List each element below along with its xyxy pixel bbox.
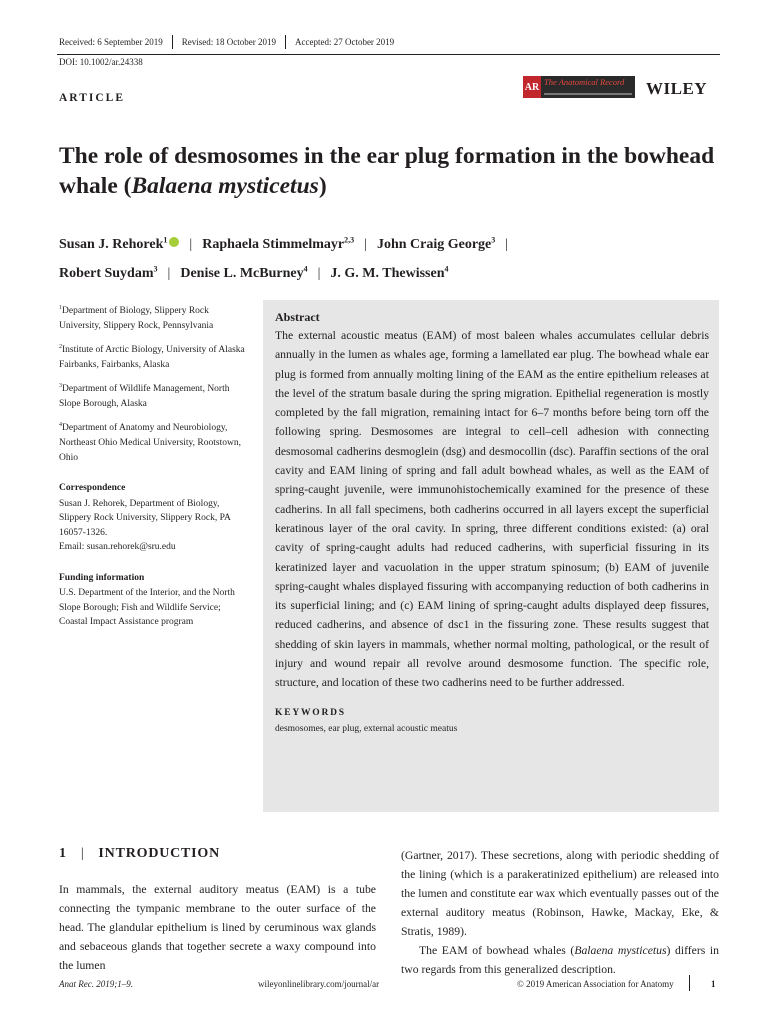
- abstract-box: [263, 300, 719, 812]
- section-heading: 1 | INTRODUCTION: [59, 846, 221, 861]
- divider: [689, 975, 690, 991]
- copyright: © 2019 American Association for Anatomy: [517, 979, 674, 989]
- received-date: Received: 6 September 2019: [59, 37, 163, 47]
- article-info-column: [59, 301, 249, 630]
- article-type: ARTICLE: [59, 92, 125, 104]
- divider: [285, 35, 286, 49]
- body-column-right: [401, 846, 719, 979]
- orcid-icon[interactable]: [169, 237, 179, 247]
- paragraph: In mammals, the external auditory meatus (EAM) is a tube connecting the tympanic membrane to the outer surface of the head. The glandular epithelium is lined by ceruminous wax glands and sebaceous glands that together secrete a waxy compound into the lumen: [59, 883, 376, 972]
- citation: Anat Rec. 2019;1–9.: [59, 979, 133, 989]
- journal-name: The Anatomical Record: [544, 77, 625, 87]
- author[interactable]: Robert Suydam$^3$: [59, 264, 158, 282]
- page-number: 1: [711, 979, 716, 989]
- author[interactable]: Raphaela Stimmelmayr$^{2,3}$: [202, 235, 355, 252]
- keywords-heading: KEYWORDS: [275, 707, 346, 718]
- divider: [172, 35, 173, 49]
- abstract-heading: Abstract: [275, 310, 320, 324]
- doi[interactable]: DOI: 10.1002/ar.24338: [59, 57, 143, 67]
- abstract-body: The external acoustic meatus (EAM) of most baleen whales accumulates cellular debris annually in the lumen as whales age, forming a lamellated ear plug. The bowhead whale ear plug is formed from annually molting lining of the EAM as the entire epithelium releases at the level of the stratum basale during the spring migration. Epithelial regeneration is mostly completed by the fall migration, remaining intact for 6–7 months before being torn off the following spring. Desmosomes are integral to cell–cell adhesion with connecting desmosomal cadherins desmoglein (dsg) and desmocollin (dsc). Paraffin sections of the oral cavity and EAM lining of spring and fall adult bowhead whales, as well as the EAM of spring-caught juvenile, were immunohistochemically examined for the presence of these cadherins. In all fall specimens, both cadherins occurred in all layers except the superficial keratinous layer of the oral cavity. In spring, three different conditions existed: (a) oral cavity of spring-caught adults had reduced cadherins, with superficial fissuring in its keratinized layer and vacuolation in the upper stratum spinosum; (b) EAM of juvenile spring-caught whales displayed fissuring with accompanying reduction of both cadherins in its superficial lining; and (c) EAM lining of spring-caught adults displayed deep fissures, reduced cadherins, and absence of dsc1 in the fissuring zone. These results suggest that shedding of skin layers in mammals, whether normal molting, pathological, or the result of injury and wound repair all revolve around desmosome function. The specific role, structure, and location of these two cadherins need to be further addressed.: [275, 329, 709, 690]
- affiliation: $^1$Department of Biology, Slippery Rock University, Slippery Rock, Pennsylvania: [59, 305, 214, 331]
- header-rule: [57, 54, 720, 55]
- journal-logo: [523, 76, 635, 98]
- keywords: desmosomes, ear plug, external acoustic meatus: [275, 723, 458, 734]
- journal-url[interactable]: wileyonlinelibrary.com/journal/ar: [258, 979, 380, 989]
- author[interactable]: J. G. M. Thewissen$^4$: [330, 264, 449, 282]
- article-history: [59, 35, 394, 49]
- author-list: Susan J. Rehorek$^1$ | Raphaela Stimmelmayr$^{2,3}$ | John Craig George$^3$ | Robert Suydam$^3$ | Denise L. McBurney$^4$ | J. G. M. Thewissen$^4$: [59, 235, 509, 282]
- correspondence-heading: Correspondence: [59, 483, 126, 494]
- author[interactable]: John Craig George$^3$: [376, 235, 496, 252]
- correspondence-text: Susan J. Rehorek, Department of Biology, Slippery Rock University, Slippery Rock, PA 16057-1326.: [59, 498, 231, 538]
- author[interactable]: Denise L. McBurney$^4$: [180, 264, 308, 282]
- funding-heading: Funding information: [59, 572, 145, 583]
- body-column-left: [59, 880, 376, 975]
- revised-date: Revised: 18 October 2019: [181, 37, 276, 47]
- publisher-logo: WILEY: [646, 79, 708, 98]
- correspondence-email[interactable]: Email: susan.rehorek@sru.edu: [59, 542, 176, 553]
- affiliation: $^2$Institute of Arctic Biology, University of Alaska Fairbanks, Fairbanks, Alaska: [59, 344, 245, 370]
- author[interactable]: Susan J. Rehorek$^1$: [59, 235, 168, 252]
- journal-mark: AR: [523, 76, 541, 98]
- paper-title: The role of desmosomes in the ear plug formation in the bowhead whale (Balaena mysticetus): [59, 143, 715, 199]
- affiliation: $^3$Department of Wildlife Management, North Slope Borough, Alaska: [59, 383, 230, 409]
- paragraph: The EAM of bowhead whales (Balaena mysticetus) differs in two regards from this generalized description.: [401, 944, 719, 976]
- paragraph: (Gartner, 2017). These secretions, along with periodic shedding of the lining (which is a parakeratinized epithelium) are released into the lumen and constitute ear wax which eventually passes out of the external auditory meatus (Robinson, Hawke, Mackay, Eke, & Stratis, 1989).: [401, 849, 719, 938]
- affiliation: $^4$Department of Anatomy and Neurobiology, Northeast Ohio Medical University, Rootstown, Ohio: [59, 422, 241, 463]
- funding-text: U.S. Department of the Interior, and the North Slope Borough; Fish and Wildlife Service; Coastal Impact Assistance program: [59, 588, 235, 628]
- accepted-date: Accepted: 27 October 2019: [294, 37, 395, 47]
